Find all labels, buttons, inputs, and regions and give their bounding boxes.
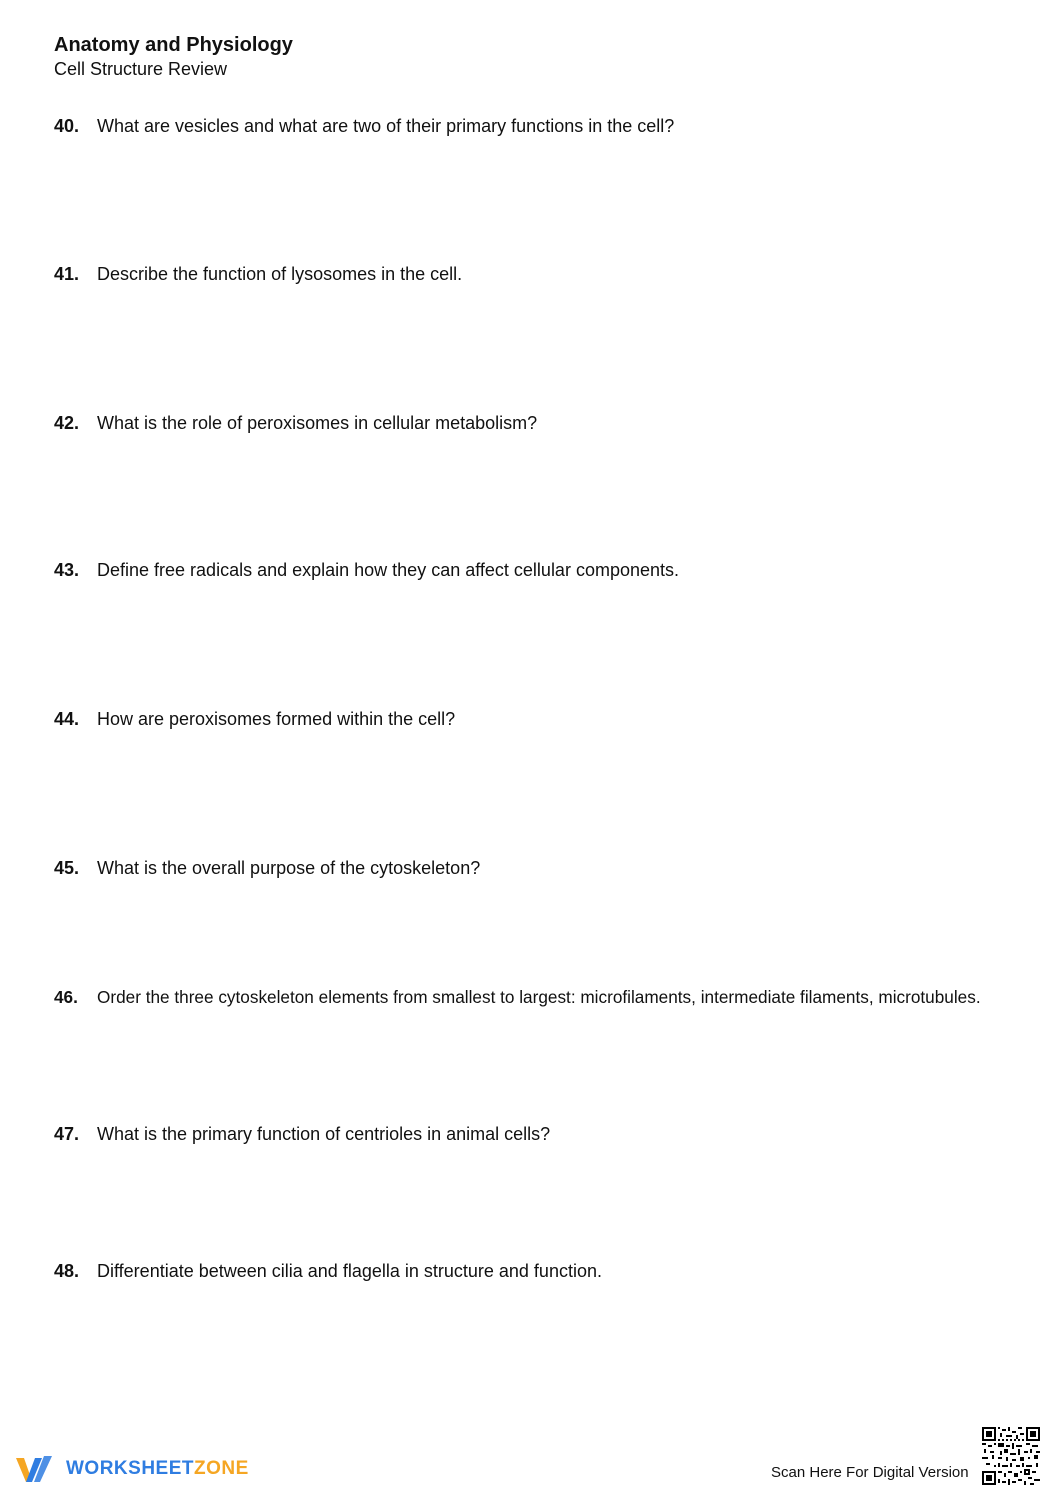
question-text: Differentiate between cilia and flagella in structure and function. bbox=[97, 1261, 602, 1281]
question-text: Describe the function of lysosomes in the cell. bbox=[97, 264, 463, 284]
question-number: 42. bbox=[54, 413, 80, 433]
question-number: 45. bbox=[54, 858, 80, 878]
question-text: How are peroxisomes formed within the cell? bbox=[97, 709, 456, 729]
question-text: What is the primary function of centrioles in animal cells? bbox=[97, 1124, 551, 1144]
question-43 bbox=[54, 558, 679, 582]
qr-code-icon[interactable] bbox=[982, 1427, 1040, 1485]
brand-name: WORKSHEETZONE bbox=[66, 1458, 249, 1479]
worksheet-header bbox=[54, 33, 293, 81]
question-number: 43. bbox=[54, 560, 80, 580]
question-40 bbox=[54, 114, 674, 138]
scan-caption: Scan Here For Digital Version bbox=[771, 1464, 969, 1481]
question-text: What is the overall purpose of the cytoskeleton? bbox=[97, 858, 481, 878]
page-subtitle: Cell Structure Review bbox=[54, 59, 228, 79]
question-46 bbox=[54, 985, 981, 1009]
question-number: 48. bbox=[54, 1261, 80, 1281]
worksheetzone-logo[interactable] bbox=[16, 1454, 249, 1484]
question-number: 41. bbox=[54, 264, 80, 284]
question-text: Order the three cytoskeleton elements from smallest to largest: microfilaments, intermediate filaments, microtubules. bbox=[97, 987, 981, 1007]
question-number: 47. bbox=[54, 1124, 80, 1144]
question-42 bbox=[54, 411, 537, 435]
page-title: Anatomy and Physiology bbox=[54, 34, 293, 56]
question-44 bbox=[54, 707, 455, 731]
question-47 bbox=[54, 1122, 550, 1146]
question-text: Define free radicals and explain how they can affect cellular components. bbox=[97, 560, 680, 580]
worksheetzone-logo-icon bbox=[16, 1454, 58, 1484]
question-number: 40. bbox=[54, 116, 80, 136]
question-text: What is the role of peroxisomes in cellular metabolism? bbox=[97, 413, 538, 433]
question-45 bbox=[54, 856, 480, 880]
question-48 bbox=[54, 1259, 602, 1283]
question-number: 46. bbox=[54, 987, 78, 1007]
question-41 bbox=[54, 262, 462, 286]
question-text: What are vesicles and what are two of their primary functions in the cell? bbox=[97, 116, 675, 136]
question-number: 44. bbox=[54, 709, 80, 729]
